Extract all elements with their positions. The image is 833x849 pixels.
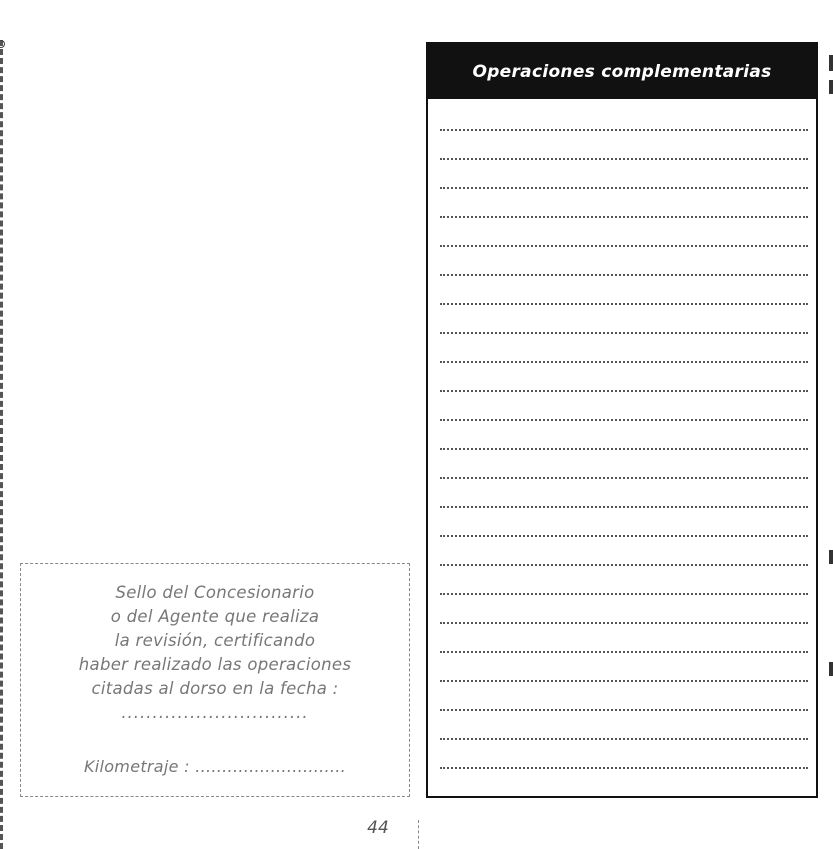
operation-line <box>440 767 808 769</box>
operation-line <box>440 216 808 218</box>
mileage-field: Kilometraje : ............................ <box>83 757 347 776</box>
operation-line <box>440 506 808 508</box>
operation-line <box>440 448 808 450</box>
edge-mark <box>829 550 833 564</box>
operation-line <box>440 158 808 160</box>
panel-title: Operaciones complementarias <box>428 44 816 99</box>
operation-line <box>440 245 808 247</box>
operation-line <box>440 332 808 334</box>
page-number: 44 <box>367 818 389 838</box>
operation-line <box>440 593 808 595</box>
fold-line <box>418 820 419 849</box>
dealer-stamp-box <box>20 563 410 797</box>
edge-mark <box>829 55 833 71</box>
stamp-line: la revisión, certificando <box>114 631 316 650</box>
operation-line <box>440 274 808 276</box>
stamp-instructions <box>21 581 409 723</box>
stamp-line: Sello del Concesionario <box>115 583 315 602</box>
edge-mark <box>829 80 833 94</box>
complementary-operations-panel <box>426 42 818 798</box>
stamp-line: o del Agente que realiza <box>110 607 320 626</box>
operation-line <box>440 187 808 189</box>
operation-line <box>440 680 808 682</box>
operation-line <box>440 564 808 566</box>
operation-line <box>440 651 808 653</box>
operation-line <box>440 361 808 363</box>
operation-line <box>440 390 808 392</box>
operation-line <box>440 535 808 537</box>
operation-line <box>440 129 808 131</box>
perforation-edge <box>0 40 6 849</box>
stamp-line: citadas al dorso en la fecha : <box>91 679 339 698</box>
operation-line <box>440 738 808 740</box>
edge-mark <box>829 662 833 676</box>
date-blank: .............................. <box>121 703 309 722</box>
operation-line <box>440 709 808 711</box>
operation-line <box>440 419 808 421</box>
operation-line <box>440 622 808 624</box>
stamp-line: haber realizado las operaciones <box>78 655 352 674</box>
operation-line <box>440 477 808 479</box>
operation-line <box>440 303 808 305</box>
